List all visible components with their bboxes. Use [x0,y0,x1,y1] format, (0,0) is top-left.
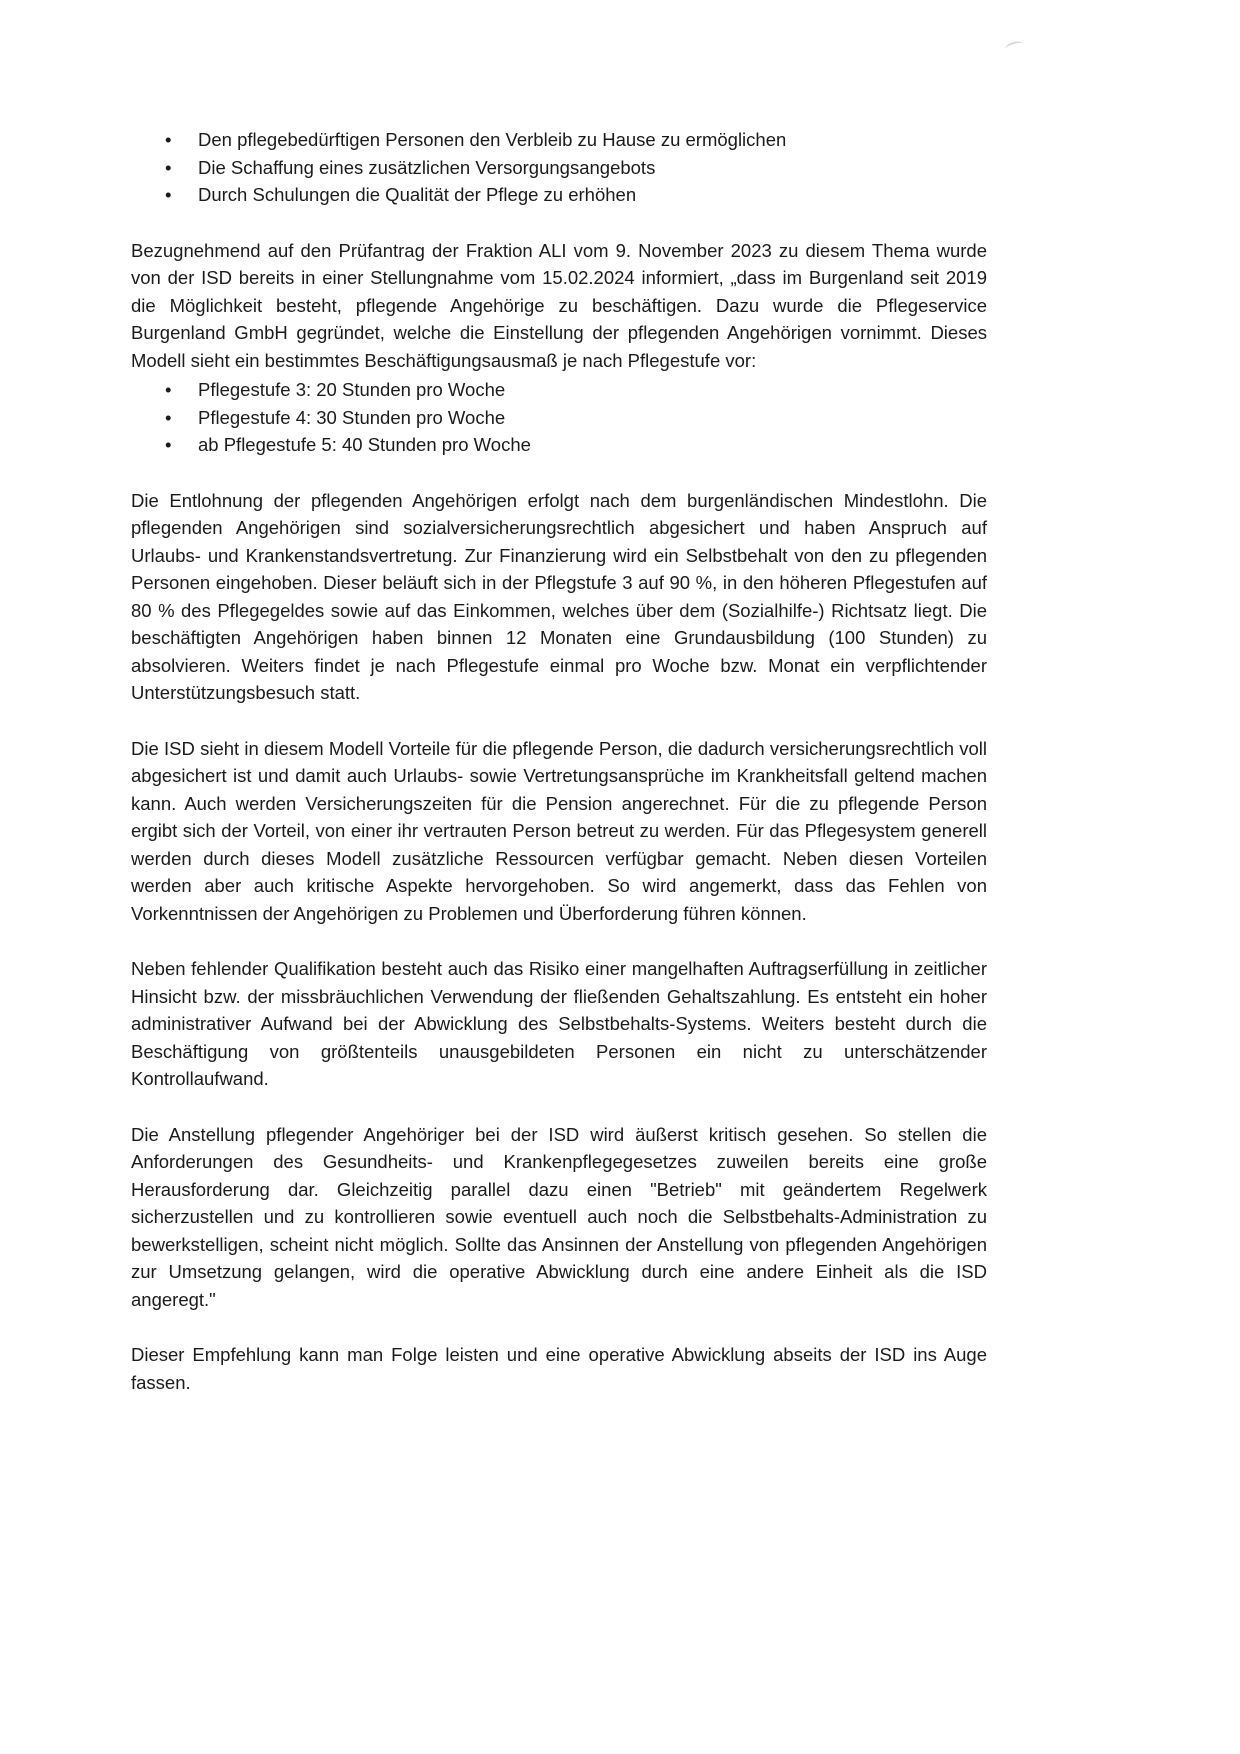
pflegestufe-bullet-list [131,376,987,459]
scan-artifact [1004,39,1024,53]
list-item [131,404,987,432]
paragraph: Neben fehlender Qualifikation besteht auch das Risiko einer mangelhaften Auftragserfüllung in zeitlicher Hinsicht bzw. der missbräuchlichen Verwendung der fließenden Gehaltszahlung. Es entsteht ein hoher administrativer Aufwand bei der Abwicklung des Selbstbehalts-Systems. Weiters besteht durch die Beschäftigung von größtenteils unausgebildeten Personen ein nicht zu unterschätzender Kontrollaufwand. [131,958,987,1089]
list-item [131,181,987,209]
paragraph: Dieser Empfehlung kann man Folge leisten und eine operative Abwicklung abseits der ISD ins Auge fassen. [131,1344,987,1393]
list-item-text: Durch Schulungen die Qualität der Pflege zu erhöhen [198,184,637,205]
paragraph: Die Entlohnung der pflegenden Angehörigen erfolgt nach dem burgenländischen Mindestlohn. Die pflegenden Angehörigen sind sozialversicherungsrechtlich abgesichert und haben Anspruch auf Urlaubs- und Krankenstandsvertretung. Zur Finanzierung wird ein Selbstbehalt von den zu pflegenden Personen eingehoben. Dieser beläuft sich in der Pflegstufe 3 auf 90 %, in den höheren Pflegestufen auf 80 % des Pflegegeldes sowie auf das Einkommen, welches über dem (Sozialhilfe-) Richtsatz liegt. Die beschäftigten Angehörigen haben binnen 12 Monaten eine Grundausbildung (100 Stunden) zu absolvieren. Weiters findet je nach Pflegestufe einmal pro Woche bzw. Monat ein verpflichtender Unterstützungsbesuch statt. [131,489,987,703]
list-item [131,126,987,154]
paragraph: Die Anstellung pflegender Angehöriger bei der ISD wird äußerst kritisch gesehen. So stellen die Anforderungen des Gesundheits- und Krankenpflegegesetzes zuweilen bereits eine große Herausforderung dar. Gleichzeitig parallel dazu einen "Betrieb" mit geändertem Regelwerk sicherzustellen und zu kontrollieren sowie eventuell auch noch die Selbstbehalts-Administration zu bewerkstelligen, scheint nicht möglich. Sollte das Ansinnen der Anstellung von pflegenden Angehörigen zur Umsetzung gelangen, wird die operative Abwicklung durch eine andere Einheit als die ISD angeregt." [131,1123,987,1310]
bullet-icon: • [165,434,172,455]
bullet-icon: • [165,406,172,428]
paragraph: Bezugnehmend auf den Prüfantrag der Fraktion ALI vom 9. November 2023 zu diesem Thema wurde von der ISD bereits in einer Stellungnahme vom 15.02.2024 informiert, „dass im Burgenland seit 2019 die Möglichkeit besteht, pflegende Angehörige zu beschäftigen. Dazu wurde die Pflegeservice Burgenland GmbH gegründet, welche die Einstellung der pflegenden Angehörigen vornimmt. Dieses Modell sieht ein bestimmtes Beschäftigungsausmaß je nach Pflegestufe vor: [131,239,987,371]
document-body [131,126,987,1396]
bullet-icon: • [165,156,172,178]
list-item-text: Die Schaffung eines zusätzlichen Versorgungsangebots [198,156,656,178]
list-item [131,431,987,459]
list-item-text: Pflegestufe 4: 30 Stunden pro Woche [198,406,506,428]
bullet-icon: • [165,184,172,205]
list-item [131,376,987,404]
bullet-icon: • [165,129,172,150]
paragraph: Die ISD sieht in diesem Modell Vorteile für die pflegende Person, die dadurch versicherungsrechtlich voll abgesichert ist und damit auch Urlaubs- sowie Vertretungsansprüche im Krankheitsfall geltend machen kann. Auch werden Versicherungszeiten für die Pension angerechnet. Für die zu pflegende Person ergibt sich der Vorteil, von einer ihr vertrauten Person betreut zu werden. Für das Pflegesystem generell werden durch dieses Modell zusätzliche Ressourcen verfügbar gemacht. Neben diesen Vorteilen werden aber auch kritische Aspekte hervorgehoben. So wird angemerkt, dass das Fehlen von Vorkenntnissen der Angehörigen zu Problemen und Überforderung führen können. [131,737,987,924]
list-item [131,154,987,182]
bullet-icon: • [165,379,172,400]
intro-bullet-list [131,126,987,209]
list-item-text: Den pflegebedürftigen Personen den Verbleib zu Hause zu ermöglichen [198,129,787,150]
list-item-text: Pflegestufe 3: 20 Stunden pro Woche [198,379,506,400]
list-item-text: ab Pflegestufe 5: 40 Stunden pro Woche [198,434,531,455]
